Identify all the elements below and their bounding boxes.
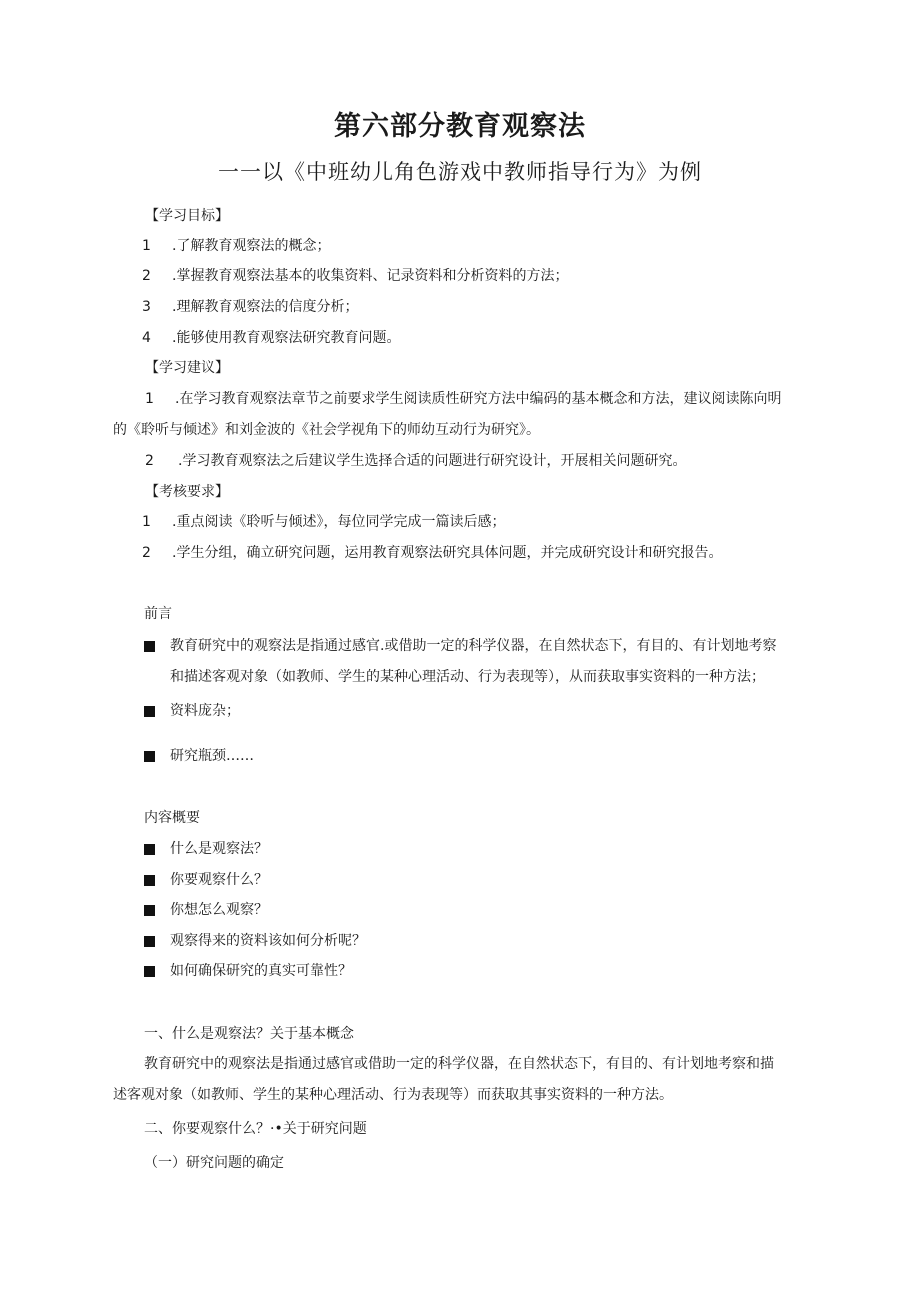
overview-item: 什么是观察法？	[170, 841, 268, 857]
objective-text: .理解教育观察法的信度分析；	[172, 299, 359, 315]
suggestion-text: .在学习教育观察法章节之前要求学生阅读质性研究方法中编码的基本概念和方法，建议阅读陈向明	[175, 391, 782, 407]
section-paragraph-continued: 述客观对象（如教师、学生的某种心理活动、行为表现等）而获取其事实资料的一种方法。	[113, 1087, 673, 1103]
assessment-item	[142, 543, 722, 563]
preface-bullet-text: 教育研究中的观察法是指通过感官.或借助一定的科学仪器，在自然状态下，有目的、有计划地考察	[170, 638, 777, 654]
objective-text: .了解教育观察法的概念；	[172, 238, 331, 254]
objective-item	[142, 328, 400, 348]
objective-number: 1	[142, 238, 151, 254]
preface-bullet-text: 资料庞杂；	[170, 703, 240, 719]
square-bullet-icon	[144, 875, 155, 886]
suggestion-number: 2	[145, 453, 154, 469]
overview-item: 如何确保研究的真实可靠性？	[170, 963, 352, 979]
objective-text: .掌握教育观察法基本的收集资料、记录资料和分析资料的方法；	[172, 268, 569, 284]
square-bullet-icon	[144, 905, 155, 916]
overview-item: 你想怎么观察？	[170, 902, 268, 918]
section-paragraph: 教育研究中的观察法是指通过感官或借助一定的科学仪器，在自然状态下，有目的、有计划地考察和描	[144, 1056, 774, 1072]
overview-item: 你要观察什么？	[170, 872, 268, 888]
square-bullet-icon	[144, 936, 155, 947]
assessment-number: 2	[142, 545, 151, 561]
suggestion-text-continued: 的《聆听与倾述》和刘金波的《社会学视角下的师幼互动行为研究》。	[113, 422, 540, 438]
overview-heading: 内容概要	[144, 810, 200, 826]
objective-number: 4	[142, 330, 151, 346]
assessment-item	[142, 512, 505, 532]
assessment-text: .重点阅读《聆听与倾述》，每位同学完成一篇读后感；	[172, 514, 506, 530]
subsection-heading: （一）研究问题的确定	[144, 1155, 284, 1171]
square-bullet-icon	[144, 706, 155, 717]
objective-text: .能够使用教育观察法研究教育问题。	[172, 330, 401, 346]
objective-item	[142, 266, 568, 286]
square-bullet-icon	[144, 966, 155, 977]
suggestions-heading: 【学习建议】	[145, 360, 229, 376]
preface-bullet-text-continued: 和描述客观对象（如教师、学生的某种心理活动、行为表现等），从而获取事实资料的一种方法；	[170, 669, 765, 685]
suggestion-text: .学习教育观察法之后建议学生选择合适的问题进行研究设计，开展相关问题研究。	[178, 453, 687, 469]
section-heading: 一、什么是观察法？关于基本概念	[144, 1026, 354, 1042]
objectives-heading: 【学习目标】	[145, 208, 229, 224]
square-bullet-icon	[144, 751, 155, 762]
preface-bullet-text: 研究瓶颈……	[170, 748, 254, 764]
preface-heading: 前言	[144, 606, 172, 622]
section-heading: 二、你要观察什么？·•关于研究问题	[144, 1121, 367, 1137]
page-title: 第六部分教育观察法	[334, 111, 586, 142]
square-bullet-icon	[144, 641, 155, 652]
objective-number: 2	[142, 268, 151, 284]
page-subtitle: 一一以《中班幼儿角色游戏中教师指导行为》为例	[218, 160, 702, 184]
suggestion-number: 1	[145, 391, 154, 407]
suggestion-item	[145, 389, 781, 409]
assessment-number: 1	[142, 514, 151, 530]
objective-number: 3	[142, 299, 151, 315]
objective-item	[142, 236, 330, 256]
assessment-text: .学生分组，确立研究问题，运用教育观察法研究具体问题，并完成研究设计和研究报告。	[172, 545, 723, 561]
assessment-heading: 【考核要求】	[145, 484, 229, 500]
objective-item	[142, 297, 358, 317]
square-bullet-icon	[144, 844, 155, 855]
overview-item: 观察得来的资料该如何分析呢？	[170, 933, 366, 949]
suggestion-item	[145, 451, 686, 471]
